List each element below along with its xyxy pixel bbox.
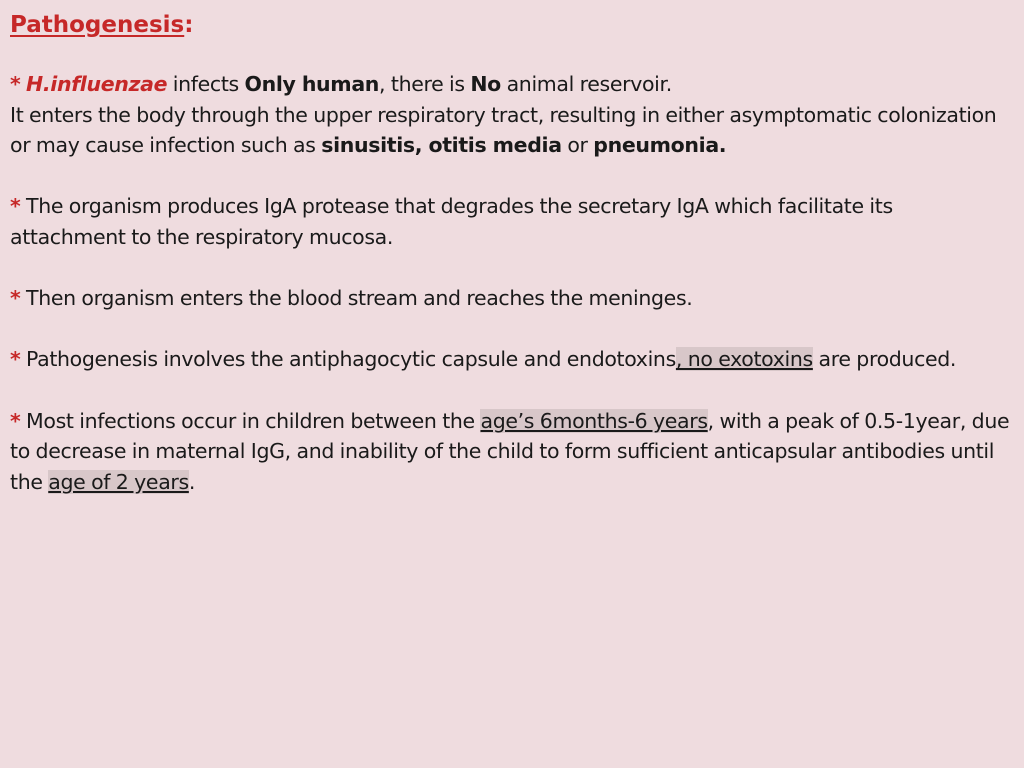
text: infects xyxy=(167,72,245,96)
paragraph-host-range xyxy=(10,69,1014,161)
bullet-star: * xyxy=(10,347,21,372)
highlighted-text: age of 2 years xyxy=(48,469,189,494)
paragraph-age-groups xyxy=(10,406,1014,498)
text: animal reservoir. xyxy=(500,72,672,96)
bullet-star: * xyxy=(10,72,21,96)
bold-text: No xyxy=(470,72,501,96)
paragraph-iga-protease xyxy=(10,191,1014,252)
text: are produced. xyxy=(812,347,957,372)
bold-text: pneumonia. xyxy=(593,133,727,158)
title-word: Pathogenesis xyxy=(10,12,185,38)
paragraph-blood-stream xyxy=(10,283,1014,314)
text: Pathogenesis involves the antiphagocytic capsule and endotoxins xyxy=(20,347,676,372)
bullet-star: * xyxy=(10,408,21,433)
highlighted-text: age’s 6months-6 years xyxy=(480,408,708,433)
title-colon: : xyxy=(184,12,194,38)
paragraph-capsule xyxy=(10,344,1014,375)
bold-text: sinusitis, otitis media xyxy=(321,133,562,158)
text: . xyxy=(188,469,195,494)
bullet-star: * xyxy=(10,286,21,311)
text: Most infections occur in children between the xyxy=(20,408,481,433)
text: , with a peak of 0.5-1year, due to decrease in maternal IgG, and inability of the child to form sufficient anticapsular antibodies until the xyxy=(10,408,1010,494)
highlighted-text: , no exotoxins xyxy=(675,347,813,372)
text: or xyxy=(561,133,594,158)
text: , there is xyxy=(379,72,471,96)
text: Then organism enters the blood stream and reaches the meninges. xyxy=(20,286,693,311)
bullet-star: * xyxy=(10,194,21,219)
text: It enters the body through the upper respiratory tract, resulting in either asymptomatic colonization or may cause infection such as xyxy=(10,102,997,158)
organism-name: H.influenzae xyxy=(26,72,168,96)
slide-title xyxy=(10,8,1014,42)
text: The organism produces IgA protease that degrades the secretary IgA which facilitate its attachment to the respiratory mucosa. xyxy=(10,194,893,249)
bold-text: Only human xyxy=(244,72,380,96)
